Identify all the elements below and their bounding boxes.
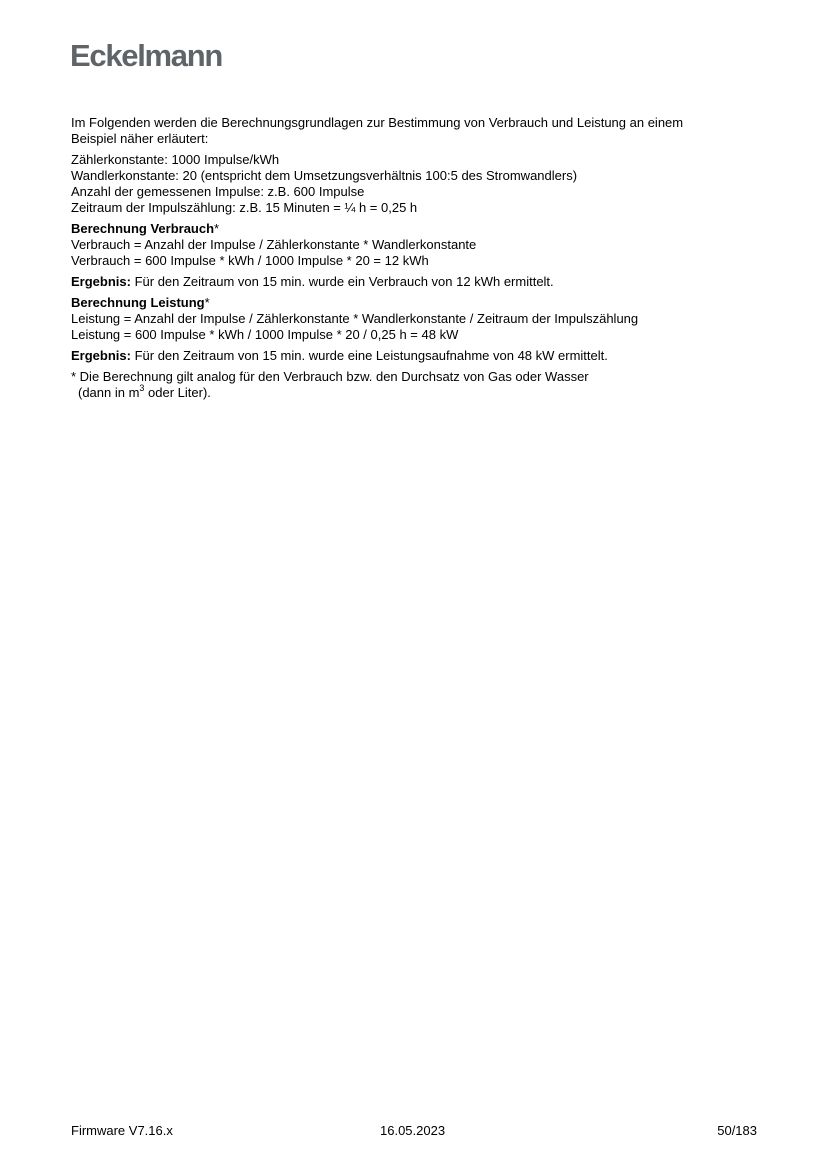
- footer-firmware: Firmware V7.16.x: [71, 1123, 173, 1138]
- leistung-result-label: Ergebnis:: [71, 348, 131, 363]
- leistung-example: Leistung = 600 Impulse * kWh / 1000 Impulse * 20 / 0,25 h = 48 kW: [71, 327, 459, 342]
- footnote: [71, 369, 761, 401]
- leistung-heading-line: [71, 295, 761, 311]
- intro-line-1: Im Folgenden werden die Berechnungsgrundlagen zur Bestimmung von Verbrauch und Leistung an einem: [71, 115, 684, 130]
- verbrauch-result-label: Ergebnis:: [71, 274, 131, 289]
- leistung-section: [71, 295, 761, 343]
- constants-list: [71, 152, 761, 216]
- leistung-result: [71, 348, 761, 364]
- footnote-line-1: * Die Berechnung gilt analog für den Verbrauch bzw. den Durchsatz von Gas oder Wasser: [71, 369, 589, 384]
- verbrauch-example: Verbrauch = 600 Impulse * kWh / 1000 Impulse * 20 = 12 kWh: [71, 253, 429, 268]
- leistung-formula: Leistung = Anzahl der Impulse / Zählerkonstante * Wandlerkonstante / Zeitraum der Impulszählung: [71, 311, 639, 326]
- footnote-superscript: 3: [139, 382, 145, 393]
- constant-meter: Zählerkonstante: 1000 Impulse/kWh: [71, 152, 280, 167]
- document-body: [71, 115, 761, 406]
- verbrauch-formula: Verbrauch = Anzahl der Impulse / Zählerkonstante * Wandlerkonstante: [71, 237, 477, 252]
- intro-line-2: Beispiel näher erläutert:: [71, 131, 209, 146]
- constant-transformer: Wandlerkonstante: 20 (entspricht dem Umsetzungsverhältnis 100:5 des Stromwandlers): [71, 168, 578, 183]
- footnote-line-2: [71, 382, 761, 401]
- verbrauch-section: [71, 221, 761, 269]
- footer-date: 16.05.2023: [380, 1123, 446, 1138]
- verbrauch-asterisk: *: [214, 221, 220, 236]
- intro-paragraph: [71, 115, 761, 147]
- footer-page-number: 50/183: [717, 1123, 757, 1138]
- eckelmann-logo: Eckelmann: [70, 38, 222, 73]
- footnote-line-2-after: oder Liter).: [144, 385, 211, 400]
- verbrauch-heading: Berechnung Verbrauch: [71, 221, 215, 236]
- leistung-heading: Berechnung Leistung: [71, 295, 205, 310]
- leistung-result-text: Für den Zeitraum von 15 min. wurde eine Leistungsaufnahme von 48 kW ermittelt.: [130, 348, 608, 363]
- constant-pulse-count: Anzahl der gemessenen Impulse: z.B. 600 Impulse: [71, 184, 365, 199]
- verbrauch-result-text: Für den Zeitraum von 15 min. wurde ein Verbrauch von 12 kWh ermittelt.: [130, 274, 554, 289]
- verbrauch-heading-line: [71, 221, 761, 237]
- footnote-line-2-before: (dann in m: [78, 385, 140, 400]
- leistung-asterisk: *: [204, 295, 210, 310]
- verbrauch-result: [71, 274, 761, 290]
- constant-period: Zeitraum der Impulszählung: z.B. 15 Minuten = ¼ h = 0,25 h: [71, 200, 418, 215]
